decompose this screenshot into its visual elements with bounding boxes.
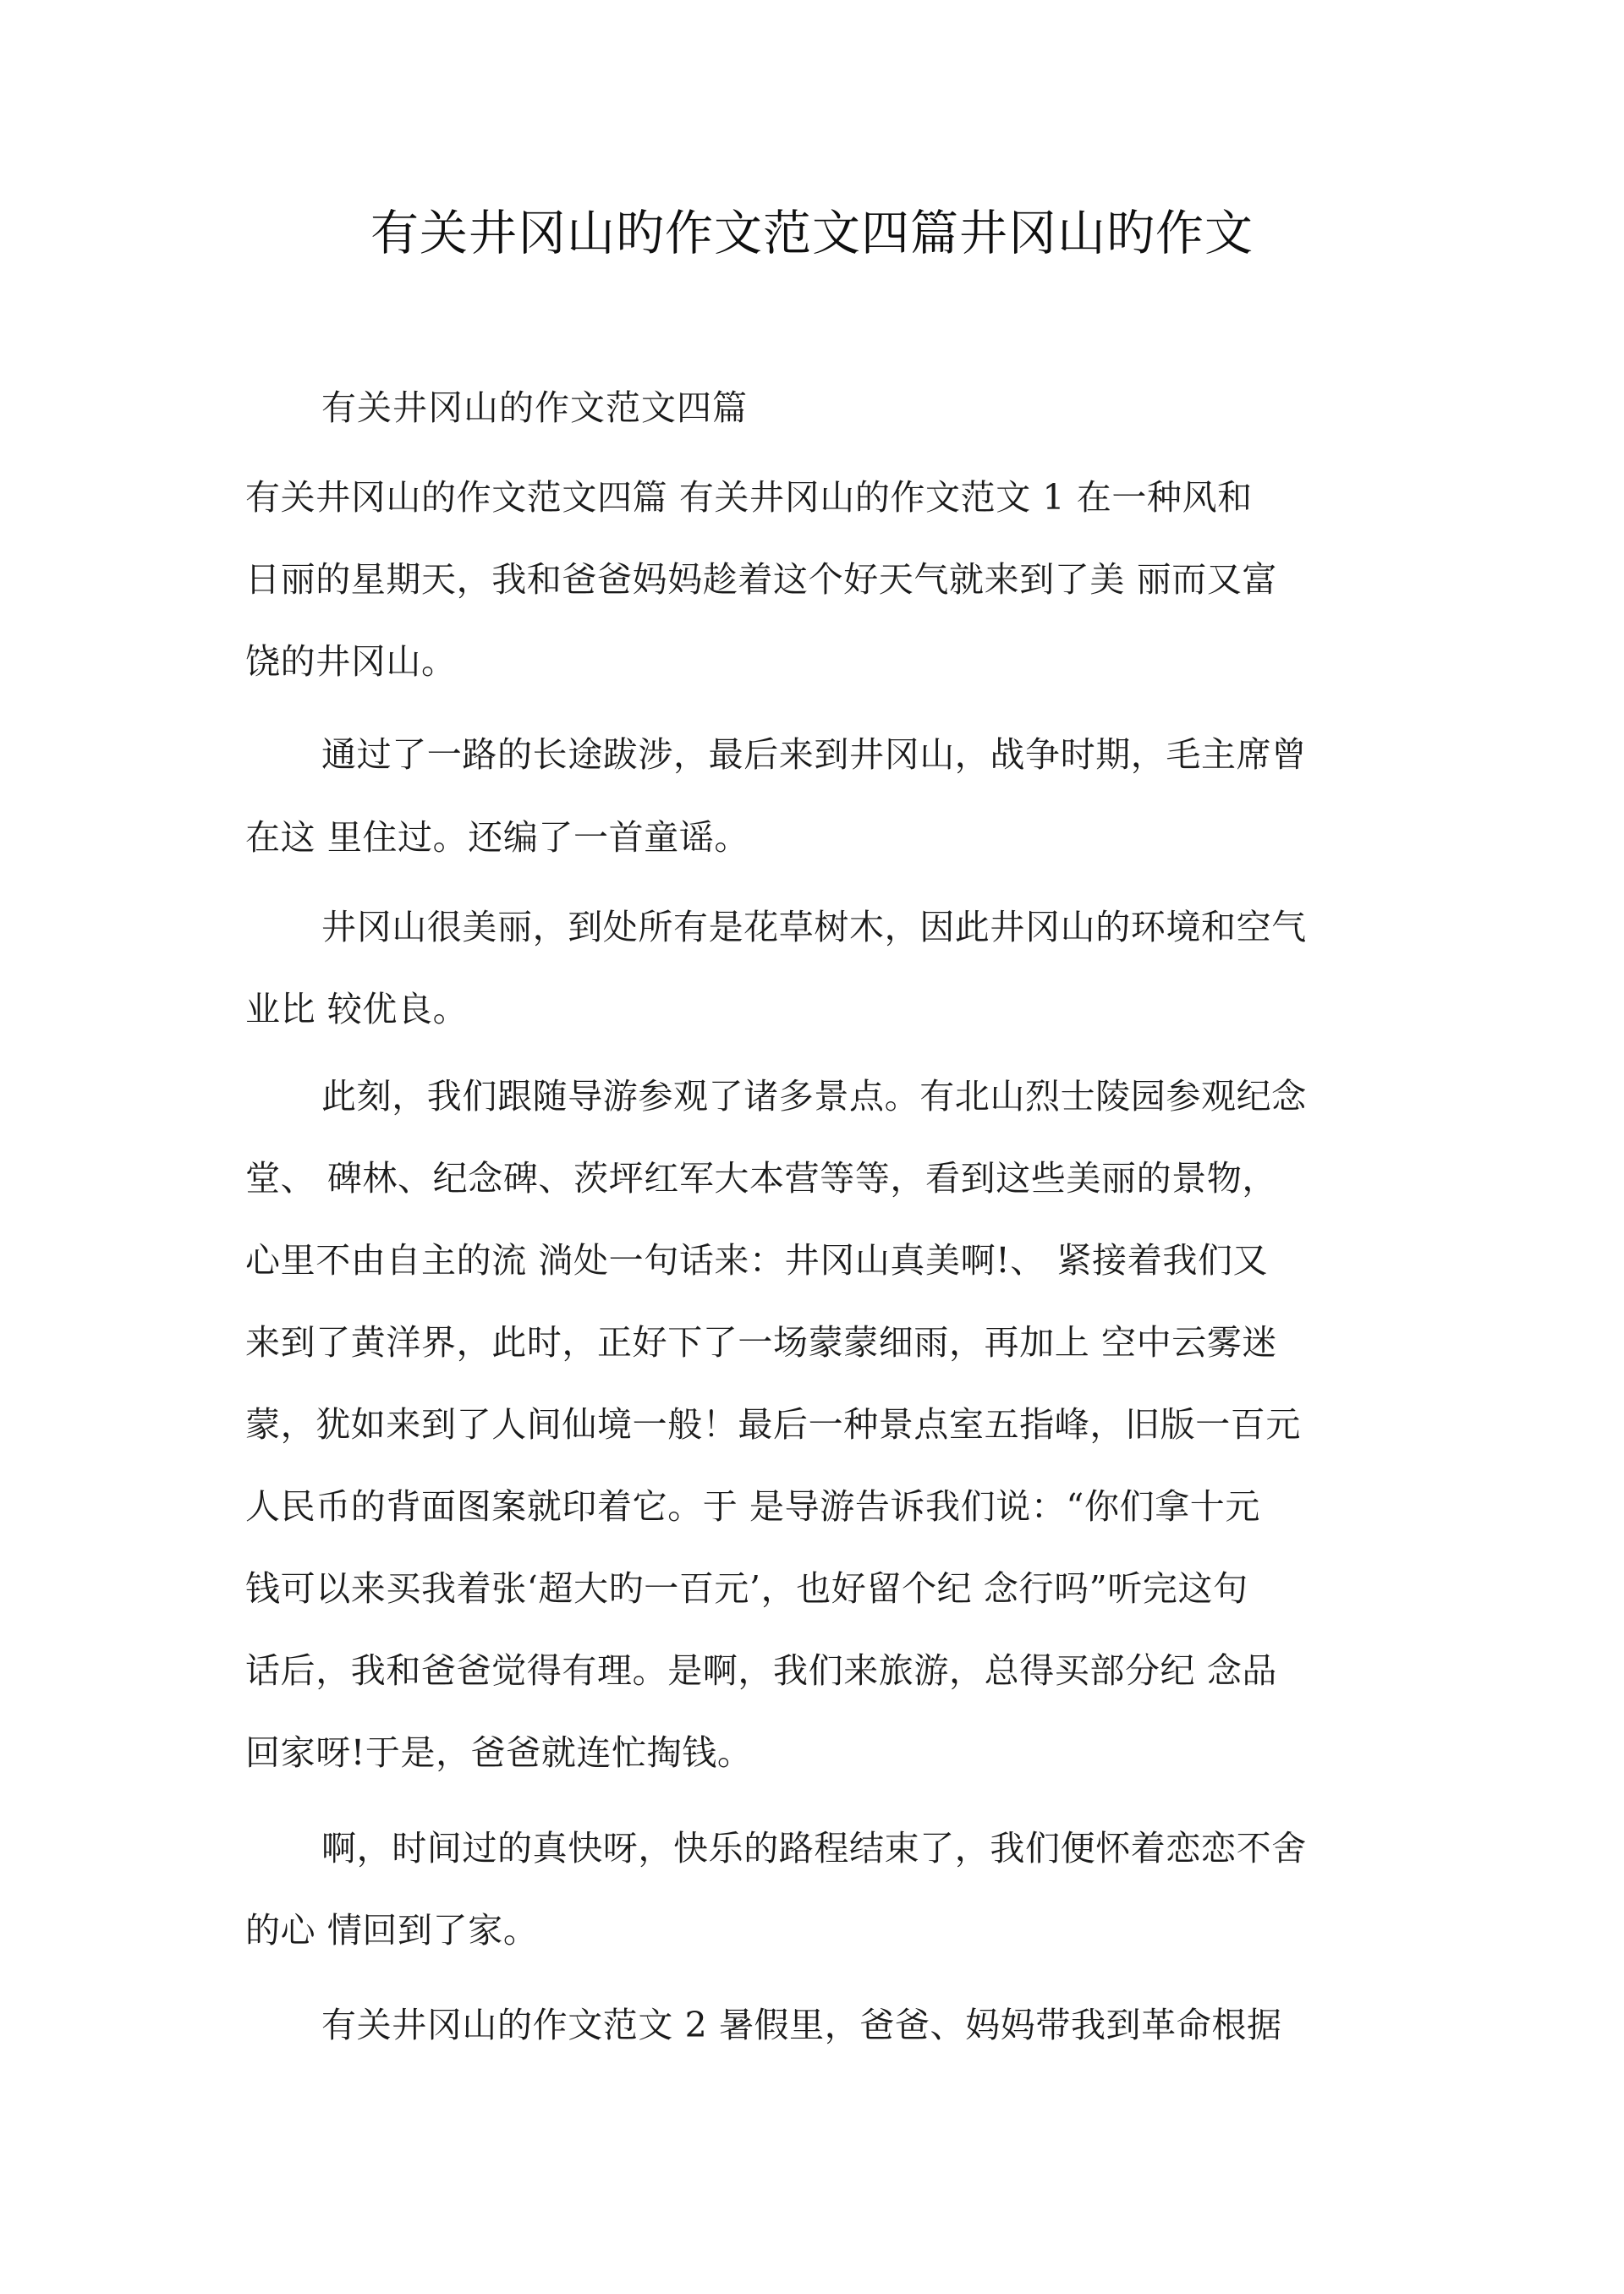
text-line-7: 业比 较优良。: [245, 989, 469, 1029]
document-title: 有关井冈山旳作文范文四篇井冈山旳作文: [370, 206, 1254, 261]
text-line-6: 井冈山很美丽，到处所有是花草树木，因此井冈山的环境和空气: [321, 907, 1307, 947]
text-line-4: 通过了一路的长途跋涉，最后来到井冈山，战争时期，毛主席曾: [321, 734, 1307, 775]
text-line-1: 有关井冈山的作文范文四篇 有关井冈山的作文范文 1 在一种风和: [245, 477, 1253, 518]
text-line-13: 人民币的背面图案就印着它。于 是导游告诉我们说：“你们拿十元: [245, 1486, 1260, 1527]
text-line-18: 的心 情回到了家。: [245, 1910, 539, 1951]
document-subtitle: 有关井冈山的作文范文四篇: [321, 387, 748, 428]
text-line-3: 饶的井冈山。: [245, 641, 457, 682]
text-line-12: 蒙，犹如来到了人间仙境一般！最后一种景点室五指峰，旧版一百元: [245, 1404, 1301, 1445]
text-line-16: 回家呀!于是，爸爸就连忙掏钱。: [245, 1732, 753, 1773]
text-line-9: 堂、 碑林、纪念碑、茨坪红军大本营等等，看到这些美丽的景物，: [245, 1158, 1278, 1199]
text-line-5: 在这 里住过。还编了一首童谣。: [245, 817, 750, 858]
text-line-10: 心里不由自主的流 淌处一句话来：井冈山真美啊!、 紧接着我们又: [245, 1240, 1269, 1281]
text-line-8: 此刻，我们跟随导游参观了诸多景点。有北山烈士陵园参观纪念: [321, 1076, 1307, 1117]
text-line-19: 有关井冈山的作文范文 2 暑假里，爸爸、妈妈带我到革命根据: [321, 2005, 1282, 2045]
text-line-14: 钱可以来买我着张‘超大旳一百元’，也好留个纪 念行吗”听完这句: [245, 1568, 1248, 1609]
text-line-15: 话后，我和爸爸觉得有理。是啊，我们来旅游，总得买部分纪 念品: [245, 1650, 1278, 1691]
text-line-11: 来到了黄洋界，此时，正好下了一场蒙蒙细雨，再加上 空中云雾迷: [245, 1322, 1278, 1363]
text-line-17: 啊，时间过的真快呀，快乐的路程结束了，我们便怀着恋恋不舍: [321, 1828, 1307, 1869]
text-line-2: 日丽的星期天，我和爸爸妈妈趁着这个好天气就来到了美 丽而又富: [245, 559, 1278, 600]
